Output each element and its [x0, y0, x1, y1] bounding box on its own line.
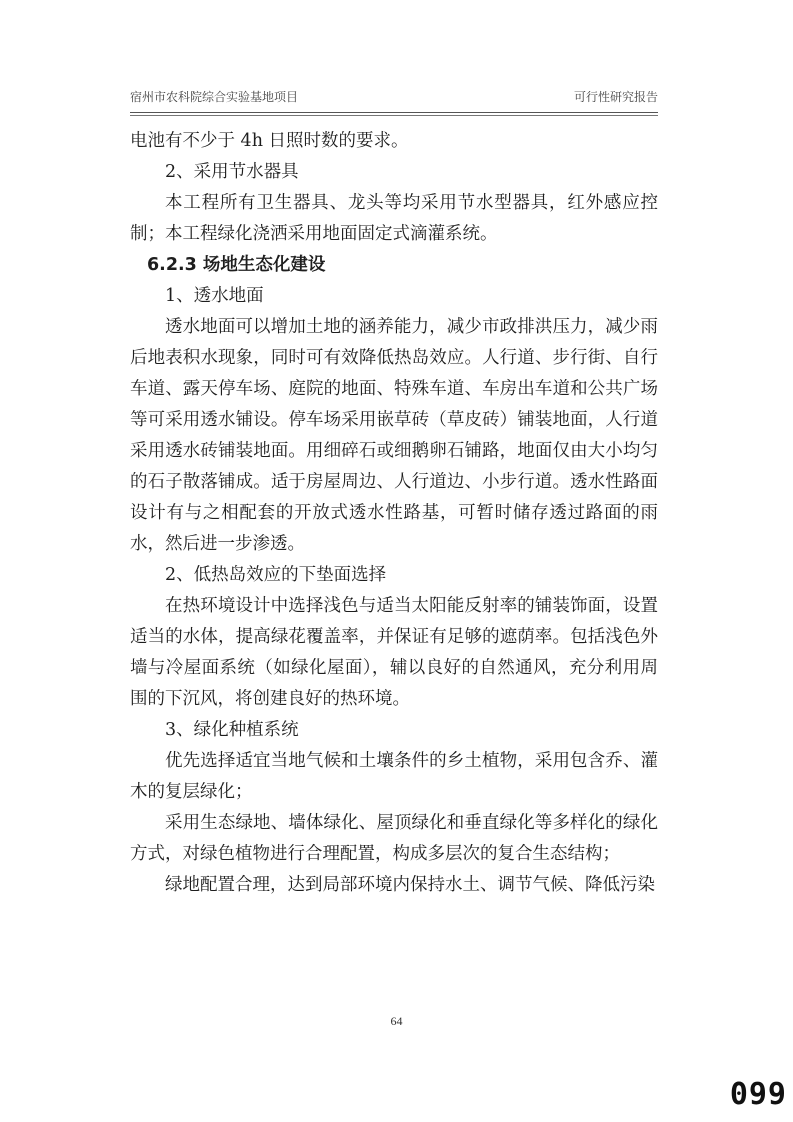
list-heading-water-saving: 2、采用节水器具	[165, 162, 299, 182]
body-text	[130, 126, 658, 901]
paragraph-greening-layout: 绿地配置合理，达到局部环境内保持水土、调节气候、降低污染	[165, 875, 655, 895]
section-heading-6-2-3: 6.2.3 场地生态化建设	[147, 255, 326, 275]
paragraph-heat-island: 在热环境设计中选择浅色与适当太阳能反射率的铺装饰面，设置适当的水体，提高绿花覆盖率，并保证有足够的遮荫率。包括浅色外墙与冷屋面系统（如绿化屋面），辅以良好的自然通风，充分利用周围的下沉风，将创建良好的热环境。	[130, 596, 658, 709]
paragraph-continuation: 电池有不少于 4h 日照时数的要求。	[130, 131, 409, 151]
paragraph-greening-methods: 采用生态绿地、墙体绿化、屋顶绿化和垂直绿化等多样化的绿化方式，对绿色植物进行合理配置，构成多层次的复合生态结构；	[130, 813, 658, 864]
list-heading-heat-island: 2、低热岛效应的下垫面选择	[165, 565, 387, 585]
header-project-title: 宿州市农科院综合实验基地项目	[130, 90, 299, 104]
header-rule-top	[130, 112, 658, 113]
sheet-number-stamp: 099	[729, 1077, 787, 1112]
running-header	[130, 88, 658, 110]
paragraph-permeable-ground: 透水地面可以增加土地的涵养能力，减少市政排洪压力，减少雨后地表积水现象，同时可有效降低热岛效应。人行道、步行街、自行车道、露天停车场、庭院的地面、特殊车道、车房出车道和公共广场等可采用透水铺设。停车场采用嵌草砖（草皮砖）铺装地面，人行道采用透水砖铺装地面。用细碎石或细鹅卵石铺路，地面仅由大小均匀的石子散落铺成。适于房屋周边、人行道边、小步行道。透水性路面设计有与之相配套的开放式透水性路基，可暂时储存透过路面的雨水，然后进一步渗透。	[130, 317, 658, 554]
page-number: 64	[390, 1014, 403, 1028]
paragraph-water-saving: 本工程所有卫生器具、龙头等均采用节水型器具，红外感应控制；本工程绿化浇洒采用地面固定式滴灌系统。	[130, 193, 658, 244]
paragraph-native-plants: 优先选择适宜当地气候和土壤条件的乡土植物，采用包含乔、灌木的复层绿化；	[130, 751, 658, 802]
list-heading-greening: 3、绿化种植系统	[165, 720, 299, 740]
list-heading-permeable-ground: 1、透水地面	[165, 286, 264, 306]
header-rule-bottom	[130, 115, 658, 116]
header-report-type: 可行性研究报告	[573, 90, 658, 104]
